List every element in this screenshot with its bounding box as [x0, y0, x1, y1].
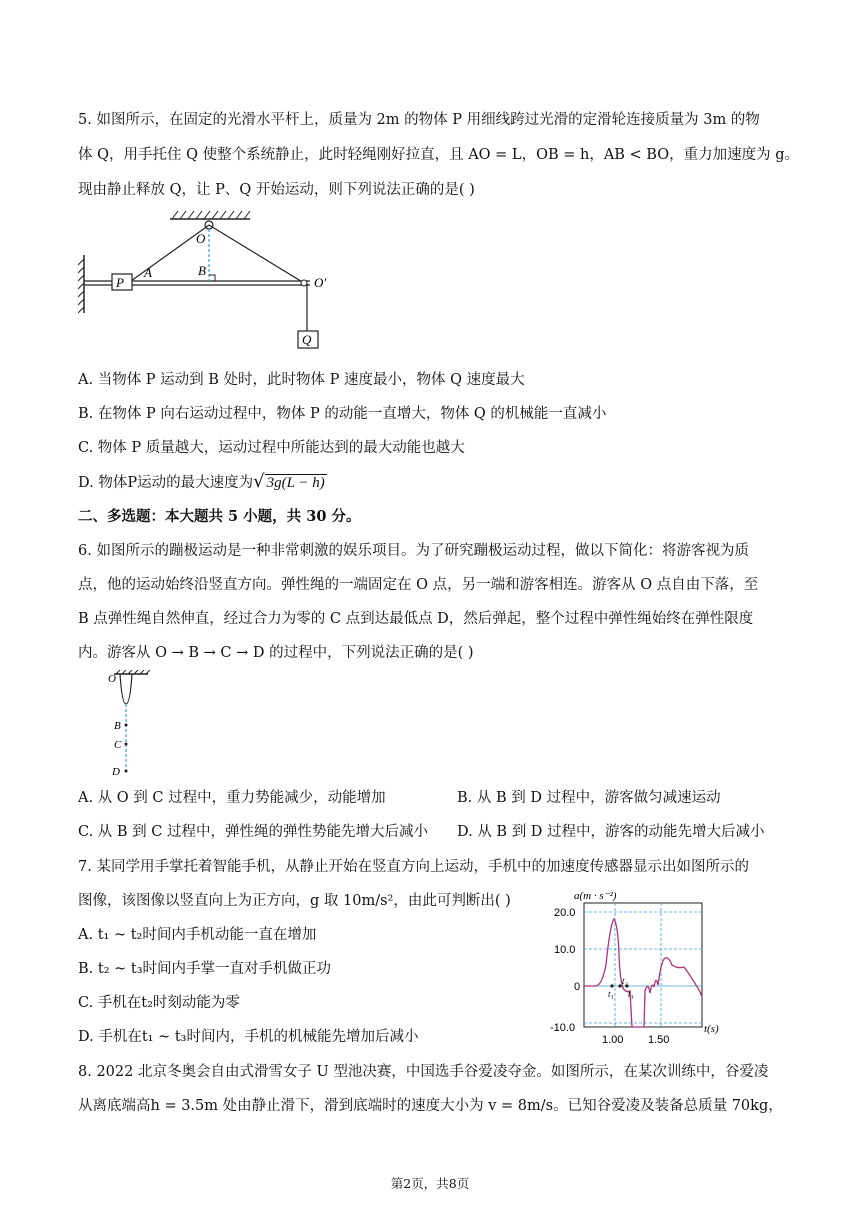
page-footer: 第2页，共8页	[390, 1176, 470, 1191]
q5-label-B: B	[198, 263, 206, 278]
q6-line-3: B 点弹性绳自然伸直，经过合力为零的 C 点到达最低点 D，然后弹起，整个过程中弹性绳始终在弹性限度	[78, 611, 754, 627]
q7-option-b: B. t₂ ~ t₃时间内手掌一直对手机做正功	[78, 961, 332, 977]
q5-option-d: D. 物体P运动的最大速度为√ 3g(L − h)	[78, 471, 325, 492]
q5-option-d-root: 3g(L − h)	[266, 475, 325, 491]
q8-line-1: 8. 2022 北京冬奥会自由式滑雪女子 U 型池决赛，中国选手谷爱凌夺金。如图所示，在某次训练中，谷爱凌	[78, 1064, 769, 1080]
q5-line-1: 5. 如图所示，在固定的光滑水平杆上，质量为 2m 的物体 P 用细线跨过光滑的定滑轮连接质量为 3m 的物	[78, 112, 760, 128]
q7-line-1: 7. 某同学用手掌托着智能手机，从静止开始在竖直方向上运动，手机中的加速度传感器显示出如图所示的	[78, 859, 749, 875]
q7-graph-t1: t₁	[608, 989, 614, 999]
q5-label-O: O	[196, 231, 206, 246]
q6-line-2: 点，他的运动始终沿竖直方向。弹性绳的一端固定在 O 点，另一端和游客相连。游客从 O 点自由下落，至	[78, 577, 759, 593]
q7-option-d: D. 手机在t₁ ~ t₃时间内，手机的机械能先增加后减小	[78, 1029, 419, 1045]
q6-option-d: D. 从 B 到 D 过程中，游客的动能先增大后减小	[457, 824, 765, 840]
q6-label-B: B	[114, 720, 121, 732]
q5-label-O-prime: O′	[314, 275, 327, 290]
q7-graph-xlabel: t(s)	[704, 1023, 719, 1035]
q7-graph	[548, 885, 738, 1045]
q5-figure	[78, 205, 348, 355]
q7-graph-t2: t₂	[622, 976, 628, 986]
q6-option-c: C. 从 B 到 C 过程中，弹性绳的弹性势能先增大后减小	[78, 824, 428, 840]
q7-line-2: 图像，该图像以竖直向上为正方向，g 取 10m/s²，由此可判断出( )	[78, 893, 511, 909]
q6-option-b: B. 从 B 到 D 过程中，游客做匀减速运动	[457, 790, 721, 806]
q7-graph-t3: t₃	[628, 989, 634, 999]
q5-option-a: A. 当物体 P 运动到 B 处时，此时物体 P 速度最小，物体 Q 速度最大	[78, 372, 525, 388]
q6-option-a: A. 从 O 到 C 过程中，重力势能减少，动能增加	[78, 790, 386, 806]
q7-option-c: C. 手机在t₂时刻动能为零	[78, 995, 240, 1011]
q6-label-D: D	[112, 766, 120, 778]
q5-label-P: P	[116, 275, 124, 290]
q5-label-A: A	[144, 265, 152, 280]
q5-label-Q: Q	[302, 332, 312, 347]
q7-graph-ylabel: a(m · s⁻²)	[574, 890, 617, 902]
section-2-heading: 二、多选题：本大题共 5 小题，共 30 分。	[78, 508, 361, 525]
q5-option-c: C. 物体 P 质量越大，运动过程中所能达到的最大动能也越大	[78, 440, 465, 456]
q6-label-O: O	[108, 673, 116, 685]
q7-graph-ytick-10: 10.0	[554, 944, 576, 956]
q5-option-d-prefix: D. 物体P运动的最大速度为	[78, 475, 254, 491]
q5-option-b: B. 在物体 P 向右运动过程中，物体 P 的动能一直增大，物体 Q 的机械能一直减小	[78, 406, 607, 422]
q6-line-1: 6. 如图所示的蹦极运动是一种非常刺激的娱乐项目。为了研究蹦极运动过程，做以下简化：将游客视为质	[78, 543, 749, 559]
q7-graph-xtick-1: 1.00	[602, 1034, 624, 1045]
q7-option-a: A. t₁ ~ t₂时间内手机动能一直在增加	[78, 927, 317, 943]
q6-figure	[106, 670, 166, 780]
q7-graph-xtick-1-5: 1.50	[648, 1034, 670, 1045]
q7-graph-ytick-0: 0	[574, 981, 581, 993]
q7-graph-ytick-neg10: -10.0	[550, 1022, 576, 1034]
q6-line-4: 内。游客从 O → B → C → D 的过程中，下列说法正确的是( )	[78, 645, 474, 661]
q7-graph-ytick-20: 20.0	[554, 907, 576, 919]
q6-label-C: C	[114, 739, 122, 751]
q5-line-2: 体 Q，用手托住 Q 使整个系统静止，此时轻绳刚好拉直，且 AO = L，OB = h，AB < BO，重力加速度为 g。	[78, 147, 800, 163]
q5-line-3: 现由静止释放 Q，让 P、Q 开始运动，则下列说法正确的是( )	[78, 182, 475, 198]
q8-line-2: 从离底端高h = 3.5m 处由静止滑下，滑到底端时的速度大小为 v = 8m/s。已知谷爱凌及装备总质量 70kg，	[78, 1098, 783, 1114]
